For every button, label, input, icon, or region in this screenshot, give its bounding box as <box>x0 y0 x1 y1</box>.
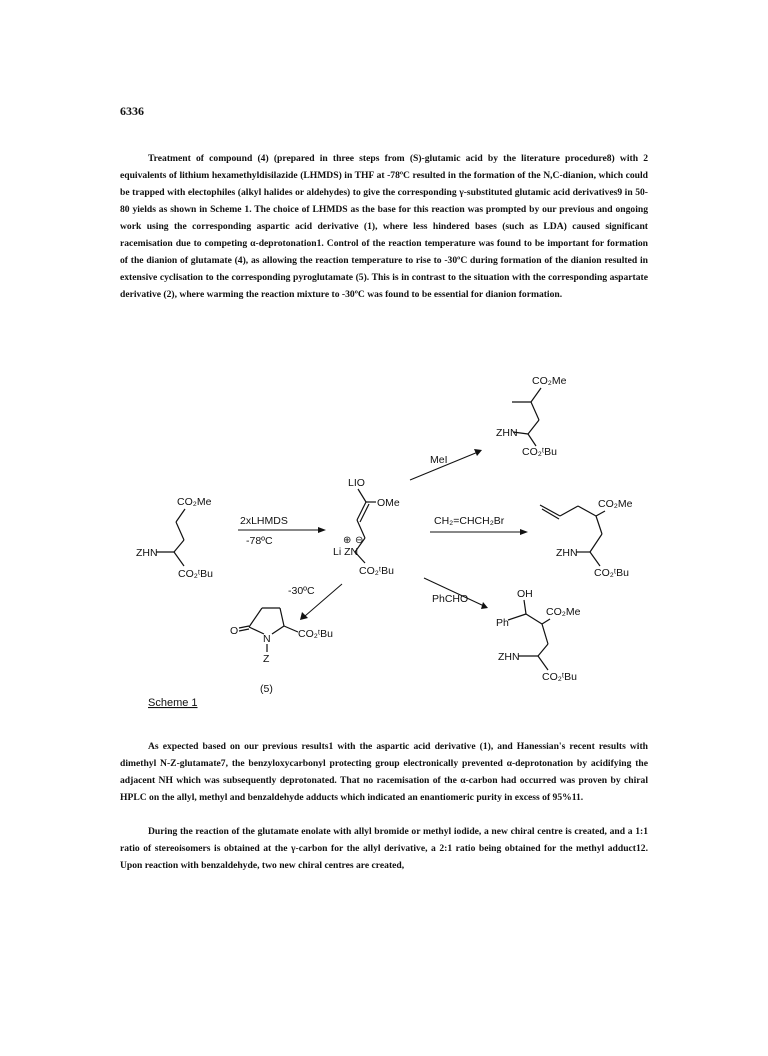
paragraph-1-text: Treatment of compound (4) (prepared in three steps from (S)-glutamic acid by the literature procedure8) with 2 equivalents of lithium hexamethyldisilazide (LHMDS) in THF at -78ºC resulted in the formation of the N,C-dianion, which could be trapped with electophiles (alkyl halides or aldehydes) to give the corresponding γ-substituted glutamic acid derivatives9 in 50-80 yields as shown in Scheme 1. The choice of LHMDS as the base for this reaction was prompted by our previous and ongoing work using the corresponding aspartic acid derivative (1), where less hindered bases (such as LDA) caused significant racemisation due to competing α-deprotonation1. Control of the reaction temperature was found to be important for formation of the dianion of glutamate (4), as allowing the reaction temperature to rise to -30ºC during formation of the dianion resulted in extensive cyclisation to the corresponding pyroglutamate (5). This is in contrast to the situation with the corresponding aspartate derivative (2), where warming the reaction mixture to -30ºC was found to be essential for dianion formation. <box>120 153 648 300</box>
pyro-n: N <box>263 633 271 645</box>
allyl-co2tbu: CO₂ᵗBu <box>594 567 629 579</box>
dianion-ome: OMe <box>377 497 400 509</box>
pyroglutamate-5 <box>230 608 333 695</box>
arrow-mei <box>410 449 482 480</box>
dianion <box>333 477 400 577</box>
reagent-lhmds: 2xLHMDS <box>240 515 288 527</box>
methyl-co2me: CO₂Me <box>532 375 567 387</box>
methyl-zhn: ZHN <box>496 427 518 439</box>
arrow-phcho <box>424 578 488 609</box>
dianion-co2tbu: CO₂ᵗBu <box>359 565 394 577</box>
reagent-allyl: CH₂=CHCH₂Br <box>434 515 505 527</box>
sm-co2tbu: CO₂ᵗBu <box>178 568 213 580</box>
dianion-lizn: Li ZN <box>333 546 359 558</box>
page-number: 6336 <box>120 104 144 118</box>
arrow-allyl <box>430 515 528 535</box>
arrow-cyclisation <box>288 584 342 620</box>
minus-sign: ⊖ <box>355 535 364 546</box>
dianion-lio: LIO <box>348 477 365 489</box>
aldol-co2me: CO₂Me <box>546 606 581 618</box>
pyro-z: Z <box>263 653 270 665</box>
aldol-co2tbu: CO₂ᵗBu <box>542 671 577 683</box>
reagent-phcho: PhCHO <box>432 593 469 605</box>
paragraph-2-text: As expected based on our previous results1 with the aspartic acid derivative (1), and Hanessian's recent results with dimethyl N-Z-glutamate7, the benzyloxycarbonyl protecting group electronically prevented α-deprotonation by acidifying the adjacent NH which was subsequently deprotonated. That no racemisation of the α-carbon had occurred was proven by chiral HPLC on the allyl, methyl and benzaldehyde adducts which indicated an enantiomeric purity in excess of 95%11. <box>120 741 648 803</box>
allyl-co2me: CO₂Me <box>598 498 633 510</box>
reagent-temp-78: -78ºC <box>246 535 273 547</box>
pyro-co2tbu: CO₂ᵗBu <box>298 628 333 640</box>
aldol-ph: Ph <box>496 617 509 629</box>
compound-5-label: (5) <box>260 683 273 695</box>
reagent-temp-30: -30ºC <box>288 585 315 597</box>
aldol-oh: OH <box>517 588 533 600</box>
sm-co2me: CO₂Me <box>177 496 212 508</box>
aldol-adduct <box>496 588 581 683</box>
arrow-lhmds <box>238 515 326 547</box>
allyl-zhn: ZHN <box>556 547 578 559</box>
methyl-co2tbu: CO₂ᵗBu <box>522 446 557 458</box>
sm-zhn: ZHN <box>136 547 158 559</box>
pyro-o: O <box>230 625 239 637</box>
paragraph-3-text: During the reaction of the glutamate enolate with allyl bromide or methyl iodide, a new chiral centre is created, and a 1:1 ratio of stereoisomers is obtained at the γ-carbon for the allyl derivative, a 2:1 ratio being obtained for the methyl adduct12. Upon reaction with benzaldehyde, two new chiral centres are created, <box>120 826 648 871</box>
allyl-adduct <box>540 498 633 579</box>
paragraph-3 <box>120 823 648 874</box>
glutamate-4 <box>136 496 213 580</box>
plus-sign: ⊕ <box>343 535 352 546</box>
methyl-adduct <box>496 375 567 458</box>
scheme-caption: Scheme 1 <box>148 697 198 709</box>
paragraph-2 <box>120 738 648 806</box>
reagent-mei: MeI <box>430 454 448 466</box>
aldol-zhn: ZHN <box>498 651 520 663</box>
